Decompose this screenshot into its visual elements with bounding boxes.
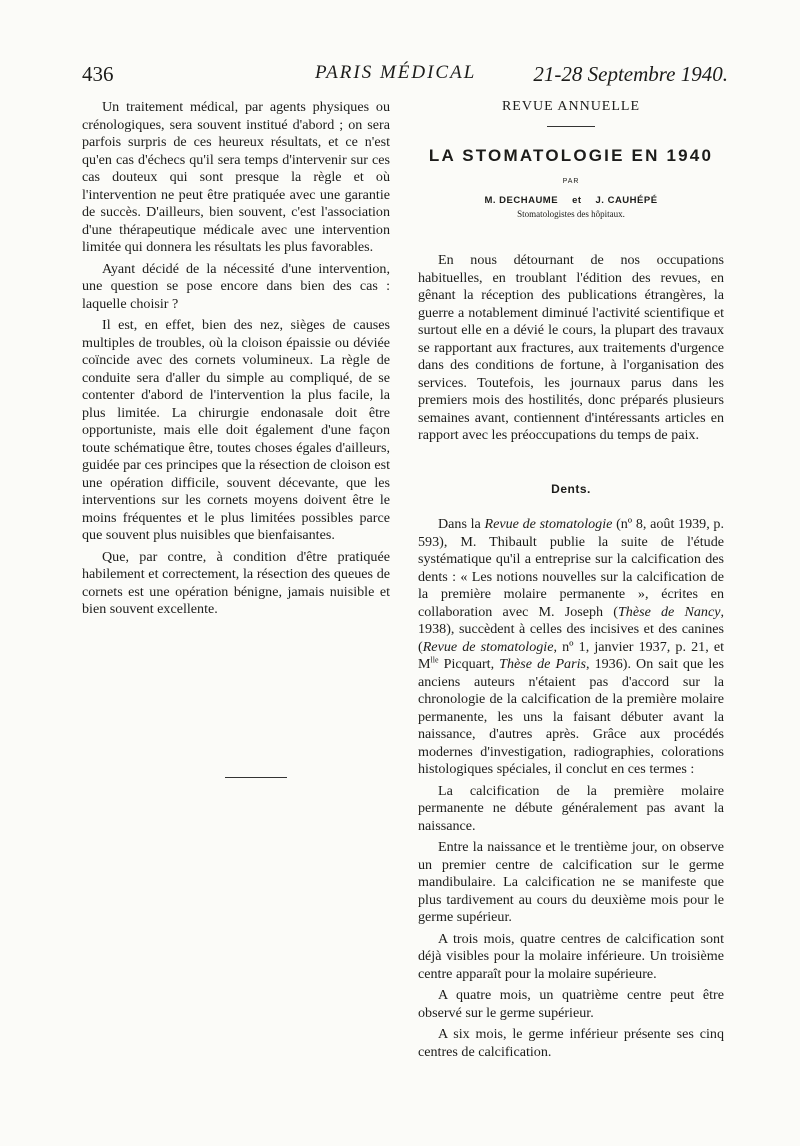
page-header (82, 62, 728, 92)
left-paragraph: Que, par contre, à condition d'être pratiquée habilement et correctement, la résection des queues de cornets est une opération bénigne, jamais nuisible et bien souvent excellente. (82, 548, 390, 617)
dents-paragraph: Dans la Revue de stomatologie (nº 8, août 1939, p. 593), M. Thibault publie la suite de l'étude systématique qu'il a entreprise sur la calcification des dents : « Les notions nouvelles sur la calcification de la première molaire permanente », écrites en collaboration avec M. Joseph (Thèse de Nancy, 1938), succèdent à celles des incisives et des canines (Revue de stomatologie, nº 1, janvier 1937, p. 21, et $M^{lle}$ Picquart, Thèse de Paris, 1936). On sait que les anciens auteurs n'étaient pas d'accord sur la chronologie de la calcification de la première molaire permanente, les uns la faisant débuter avant la naissance, d'autres après. Grâce aux procédés modernes d'investigation, radiographies, colorations histologiques spéciales, il conclut en ces termes : (418, 516, 725, 777)
dents-paragraph: Entre la naissance et le trentième jour, on observe un premier centre de calcification sur le germe mandibulaire. La calcification ne se manifeste que plus tardivement au cours du deuxième mois pour le germe supérieur. (418, 839, 724, 925)
affiliation: Stomatologistes des hôpitaux. (517, 209, 625, 219)
byline-par: PAR (562, 178, 580, 185)
left-column (82, 99, 390, 623)
left-paragraph: Ayant décidé de la nécessité d'une intervention, une question se pose encore dans bien des cas : laquelle choisir ? (82, 260, 390, 312)
left-paragraph: Il est, en effet, bien des nez, sièges de causes multiples de troubles, où la cloison épaissie ou déviée coïncide avec des cornets volumineux. La règle de conduite sera d'aller du simple au compliqué, de se contenter d'abord de l'intervention la plus facile, la plus limitée. La chirurgie endonasale doit être opportuniste, mais elle doit également d'une façon toute schématique être, toutes choses égales d'ailleurs, guidée par ces principes que la résection de cloison est une opération difficile, souvent décevante, que les interventions sur les cornets moyens doivent être le moins fréquentes et le plus limitées possibles parce que souvent plus nuisibles que bienfaisantes. (82, 317, 390, 543)
dents-section (418, 516, 724, 1065)
dents-paragraph: A trois mois, quatre centres de calcification sont déjà visibles pour la molaire inférieure. Un troisième centre apparaît pour la molaire supérieure. (418, 930, 724, 982)
issue-date: 21-28 Septembre 1940. (533, 62, 728, 86)
journal-title: PARIS MÉDICAL (315, 62, 477, 83)
section-title: Dents. (551, 482, 591, 496)
dents-paragraph: A quatre mois, un quatrième centre peut être observé sur le germe supérieur. (418, 987, 724, 1021)
rubric-rule (547, 126, 595, 127)
article-heading (418, 99, 724, 219)
left-paragraph: Un traitement médical, par agents physiques ou crénologiques, sera souvent institué d'abord ; on sera parfois surpris de ces heureux résultats, et ce n'est qu'en cas d'échecs qu'il sera temps d'intervenir sur ces cas douteux qui sont presque la règle et où l'intervention ne peut être pratiquée avec une garantie de succès. D'ailleurs, bien souvent, c'est l'association d'une thérapeutique médicale avec une intervention limitée qui donnera les résultats les plus favorables. (82, 99, 390, 255)
dents-paragraph: A six mois, le germe inférieur présente ses cinq centres de calcification. (418, 1026, 724, 1060)
author-2: J. CAUHÉPÉ (595, 195, 658, 206)
authors (418, 195, 724, 206)
author-1: M. DECHAUME (484, 195, 559, 206)
article-title: LA STOMATOLOGIE EN 1940 (428, 146, 714, 165)
rubric: REVUE ANNUELLE (501, 99, 641, 114)
dents-paragraph: La calcification de la première molaire permanente ne débute généralement pas avant la naissance. (418, 782, 724, 834)
author-conjunction: et (572, 195, 582, 206)
article-intro (418, 252, 724, 449)
page-number: 436 (82, 62, 114, 86)
end-rule (225, 777, 287, 778)
intro-paragraph: En nous détournant de nos occupations habituelles, en troublant l'édition des revues, en gênant la réception des publications étrangères, la guerre a notablement diminué l'activité scientifique et surtout elle en a dévié le cours, la plupart des travaux se rapportant aux fractures, aux traitements d'urgence dans des conditions de fortune, à l'organisation des services. Toutefois, les journaux parus dans les premiers mois des hostilités, donc préparés plusieurs semaines avant, contiennent d'intéressants articles en rapport avec les préoccupations du temps de paix. (418, 252, 724, 443)
